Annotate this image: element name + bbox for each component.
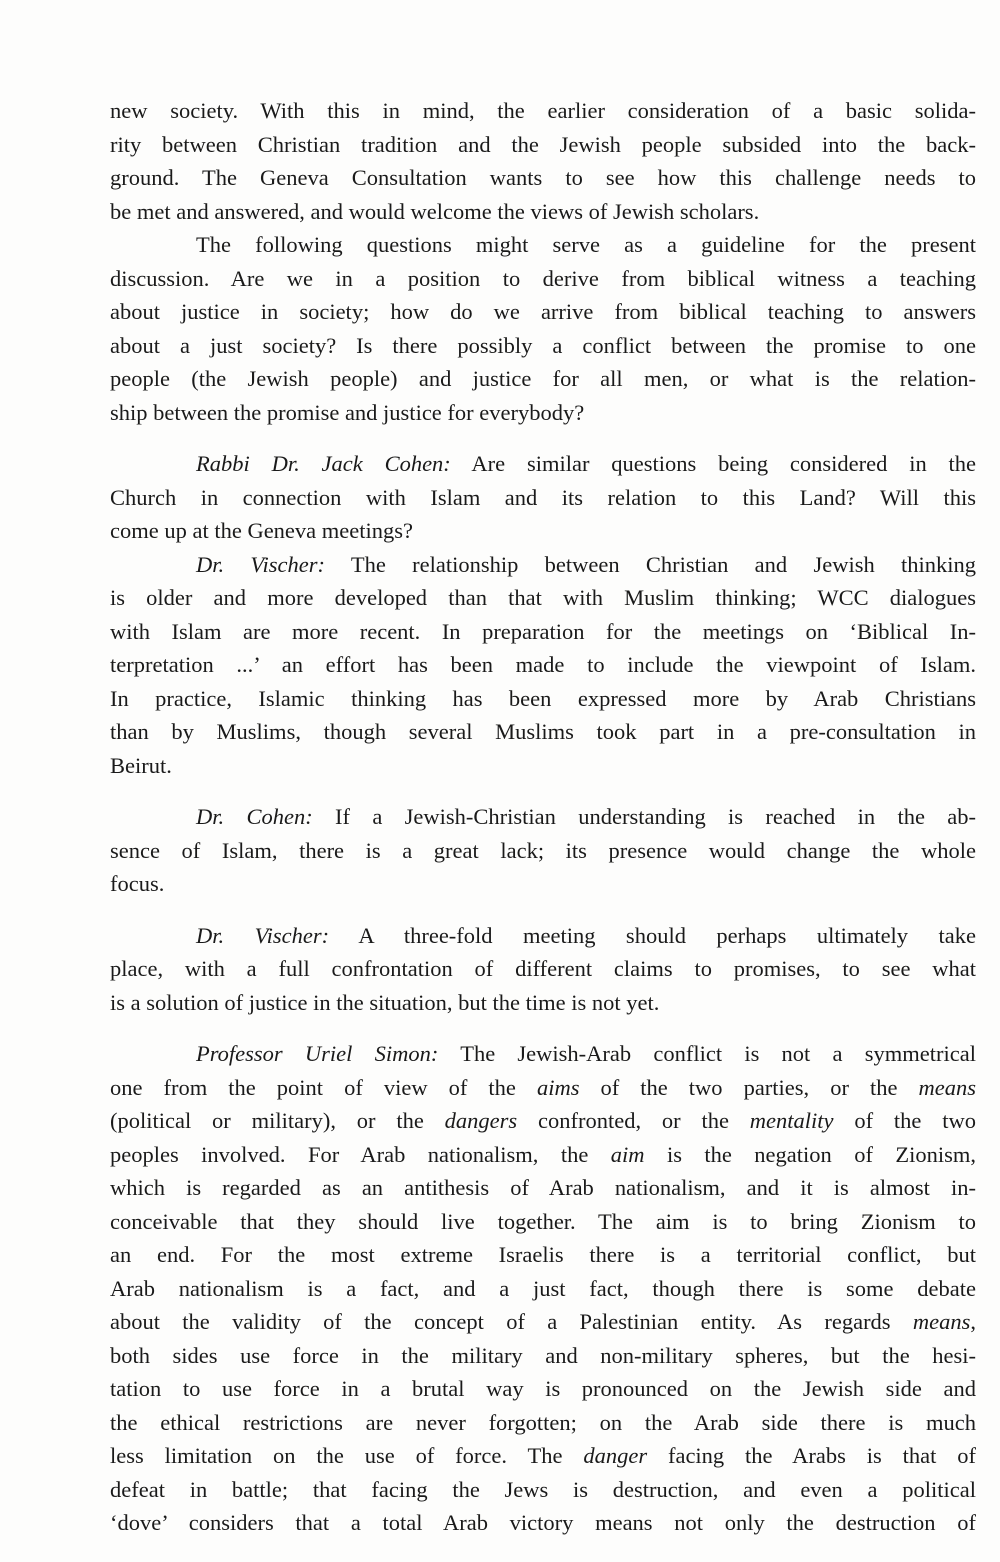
text-line: place, with a full confrontation of different claims to promises, to see what — [110, 956, 976, 981]
text-line: about justice in society; how do we arrive from biblical teaching to answers — [110, 299, 976, 324]
text-line: defeat in battle; that facing the Jews is destruction, and even a political — [110, 1476, 976, 1502]
text-line: people (the Jewish people) and justice for all men, or what is the relation- — [110, 366, 976, 391]
text-line: one from the point of view of the aims of the two parties, or the means — [110, 1074, 976, 1100]
text-line: Arab nationalism is a fact, and a just fact, though there is some debate — [110, 1275, 976, 1301]
text-line: both sides use force in the military and non-military spheres, but the hesi- — [110, 1342, 976, 1368]
speaker-text: If a Jewish-Christian understanding is reached in the ab- — [335, 804, 976, 829]
emphasis-word: dangers — [444, 1108, 518, 1133]
paragraph-gap — [110, 901, 976, 919]
text-line: is a solution of justice in the situation, but the time is not yet. — [110, 989, 660, 1015]
paragraph — [110, 447, 976, 548]
text-line — [110, 800, 976, 834]
emphasis-word: means — [918, 1074, 976, 1100]
speaker-name: Rabbi Dr. Jack Cohen: — [196, 451, 451, 476]
text-line: than by Muslims, though several Muslims took part in a pre-consultation in — [110, 719, 976, 744]
text-line: be met and answered, and would welcome the views of Jewish scholars. — [110, 198, 760, 224]
speaker-name: Dr. Cohen: — [196, 804, 313, 829]
text-line: with Islam are more recent. In preparation for the meetings on ‘Biblical In- — [110, 618, 976, 644]
text-line: The following questions might serve as a guideline for the present — [196, 232, 976, 257]
text-line: conceivable that they should live together. The aim is to bring Zionism to — [110, 1208, 976, 1234]
emphasis-word: means — [912, 1309, 971, 1334]
paragraph — [110, 94, 976, 228]
text-line: rity between Christian tradition and the Jewish people subsided into the back- — [110, 131, 976, 157]
text-line: is older and more developed than that with Muslim thinking; WCC dialogues — [110, 585, 976, 610]
emphasis-word: mentality — [749, 1108, 834, 1133]
paragraph — [110, 228, 976, 429]
text-line: terpretation ...’ an effort has been made to include the viewpoint of Islam. — [110, 652, 976, 677]
text-line: an end. For the most extreme Israelis there is a territorial conflict, but — [110, 1242, 976, 1267]
text-line: about the validity of the concept of a Palestinian entity. As regards means, — [110, 1309, 976, 1334]
text-line: Church in connection with Islam and its relation to this Land? Will this — [110, 484, 976, 510]
text-line: In practice, Islamic thinking has been expressed more by Arab Christians — [110, 685, 976, 711]
text-line: about a just society? Is there possibly a conflict between the promise to one — [110, 332, 976, 358]
speaker-text: The relationship between Christian and Jewish thinking — [350, 551, 976, 577]
text-line: focus. — [110, 871, 165, 896]
paragraph — [110, 800, 976, 901]
text-line: less limitation on the use of force. The danger facing the Arabs is that of — [110, 1443, 976, 1468]
text-line: Beirut. — [110, 752, 172, 778]
text-line — [110, 1037, 976, 1071]
text-column — [110, 94, 976, 1540]
speaker-text: Are similar questions being considered in the — [471, 451, 976, 476]
emphasis-word: aims — [536, 1074, 580, 1100]
emphasis-word: danger — [583, 1443, 648, 1468]
text-line: sence of Islam, there is a great lack; its presence would change the whole — [110, 837, 976, 863]
text-line: peoples involved. For Arab nationalism, the aim is the negation of Zionism, — [110, 1141, 976, 1167]
text-line — [110, 447, 976, 481]
speaker-name: Professor Uriel Simon: — [196, 1041, 439, 1066]
text-line: new society. With this in mind, the earlier consideration of a basic solida- — [110, 98, 976, 123]
speaker-text: A three-fold meeting should perhaps ultimately take — [358, 922, 976, 948]
text-line: which is regarded as an antithesis of Arab nationalism, and it is almost in- — [110, 1175, 976, 1200]
text-line: tation to use force in a brutal way is pronounced on the Jewish side and — [110, 1376, 976, 1401]
paragraph-gap — [110, 782, 976, 800]
paragraph — [110, 1037, 976, 1540]
text-line: discussion. Are we in a position to derive from biblical witness a teaching — [110, 265, 976, 291]
text-line: ground. The Geneva Consultation wants to see how this challenge needs to — [110, 165, 976, 190]
speaker-name: Dr. Vischer: — [196, 922, 330, 948]
paragraph — [110, 919, 976, 1020]
paragraph — [110, 548, 976, 783]
text-line: (political or military), or the dangers confronted, or the mentality of the two — [110, 1108, 976, 1133]
speaker-text: The Jewish-Arab conflict is not a symmetrical — [460, 1041, 976, 1066]
text-line — [110, 548, 976, 582]
text-line: ship between the promise and justice for everybody? — [110, 399, 585, 425]
paragraph-gap — [110, 1019, 976, 1037]
text-line: come up at the Geneva meetings? — [110, 518, 414, 543]
emphasis-word: aim — [610, 1141, 645, 1167]
speaker-name: Dr. Vischer: — [196, 551, 325, 577]
text-line: the ethical restrictions are never forgotten; on the Arab side there is much — [110, 1409, 976, 1435]
paragraph-gap — [110, 429, 976, 447]
text-line: ‘dove’ considers that a total Arab victory means not only the destruction of — [110, 1510, 976, 1535]
text-line — [110, 919, 976, 953]
